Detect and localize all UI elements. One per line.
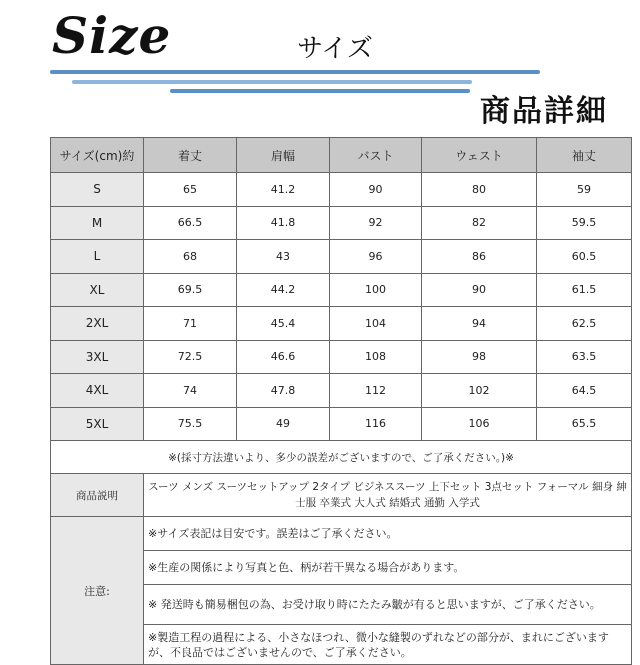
- table-cell: 86: [422, 240, 537, 274]
- table-cell: 65: [144, 173, 237, 207]
- table-cell: 59: [537, 173, 632, 207]
- table-cell: 43: [237, 240, 330, 274]
- table-row: [51, 340, 632, 374]
- description-text: スーツ メンズ スーツセットアップ 2タイプ ビジネススーツ 上下セット 3点セット フォーマル 細身 紳士服 卒業式 大人式 結婚式 通勤 入学式: [144, 474, 632, 517]
- table-cell: 62.5: [537, 307, 632, 341]
- table-cell: 64.5: [537, 374, 632, 408]
- subtitle-size: サイズ: [297, 34, 373, 64]
- size-logo: Size: [52, 6, 172, 65]
- decorative-stripe: [50, 70, 540, 74]
- table-cell: 41.8: [237, 206, 330, 240]
- table-cell: 71: [144, 307, 237, 341]
- description-label: 商品説明: [51, 474, 144, 517]
- size-label: M: [51, 206, 144, 240]
- table-cell: 116: [330, 407, 422, 441]
- table-cell: 63.5: [537, 340, 632, 374]
- table-cell: 69.5: [144, 273, 237, 307]
- table-cell: 80: [422, 173, 537, 207]
- column-header: 肩幅: [237, 138, 330, 173]
- size-label: L: [51, 240, 144, 274]
- table-cell: 96: [330, 240, 422, 274]
- table-cell: 98: [422, 340, 537, 374]
- table-row: [51, 273, 632, 307]
- notes-row: [51, 517, 632, 551]
- table-cell: 45.4: [237, 307, 330, 341]
- table-cell: 112: [330, 374, 422, 408]
- note-item: ※ 発送時も簡易梱包の為、お受け取り時にたたみ皺が有ると思いますが、ご了承ください。: [144, 585, 632, 625]
- table-cell: 104: [330, 307, 422, 341]
- table-row: [51, 173, 632, 207]
- table-row: [51, 407, 632, 441]
- table-cell: 44.2: [237, 273, 330, 307]
- table-cell: 59.5: [537, 206, 632, 240]
- column-header: バスト: [330, 138, 422, 173]
- decorative-stripe: [170, 89, 470, 93]
- table-cell: 65.5: [537, 407, 632, 441]
- note-item: ※生産の関係により写真と色、柄が若干異なる場合があります。: [144, 551, 632, 585]
- table-cell: 41.2: [237, 173, 330, 207]
- table-cell: 92: [330, 206, 422, 240]
- table-cell: 61.5: [537, 273, 632, 307]
- table-cell: 102: [422, 374, 537, 408]
- column-header: サイズ(cm)約: [51, 138, 144, 173]
- table-header-row: [51, 138, 632, 173]
- column-header: 着丈: [144, 138, 237, 173]
- size-label: 4XL: [51, 374, 144, 408]
- table-cell: 47.8: [237, 374, 330, 408]
- size-label: 2XL: [51, 307, 144, 341]
- decorative-stripe: [72, 80, 472, 84]
- table-cell: 100: [330, 273, 422, 307]
- table-cell: 94: [422, 307, 537, 341]
- measurement-note-row: [51, 441, 632, 474]
- table-row: [51, 240, 632, 274]
- table-cell: 75.5: [144, 407, 237, 441]
- table-cell: 72.5: [144, 340, 237, 374]
- description-row: [51, 474, 632, 517]
- column-header: ウェスト: [422, 138, 537, 173]
- size-label: S: [51, 173, 144, 207]
- table-cell: 66.5: [144, 206, 237, 240]
- table-row: [51, 307, 632, 341]
- size-chart-table: [50, 137, 632, 665]
- product-detail-title: 商品詳細: [480, 94, 608, 129]
- size-label: 3XL: [51, 340, 144, 374]
- note-item: ※製造工程の過程による、小さなほつれ、微小な縫製のずれなどの部分が、まれにございますが、不良品ではございませんので、ご了承ください。: [144, 625, 632, 665]
- notes-label: 注意:: [51, 517, 144, 665]
- table-cell: 74: [144, 374, 237, 408]
- table-cell: 49: [237, 407, 330, 441]
- column-header: 袖丈: [537, 138, 632, 173]
- table-cell: 106: [422, 407, 537, 441]
- table-row: [51, 374, 632, 408]
- table-cell: 90: [422, 273, 537, 307]
- table-cell: 90: [330, 173, 422, 207]
- note-item: ※サイズ表記は目安です。誤差はご了承ください。: [144, 517, 632, 551]
- table-cell: 60.5: [537, 240, 632, 274]
- size-label: XL: [51, 273, 144, 307]
- size-label: 5XL: [51, 407, 144, 441]
- table-cell: 46.6: [237, 340, 330, 374]
- measurement-note: ※(採寸方法違いより、多少の誤差がございますので、ご了承ください。)※: [51, 441, 632, 474]
- table-cell: 68: [144, 240, 237, 274]
- table-cell: 82: [422, 206, 537, 240]
- table-cell: 108: [330, 340, 422, 374]
- table-row: [51, 206, 632, 240]
